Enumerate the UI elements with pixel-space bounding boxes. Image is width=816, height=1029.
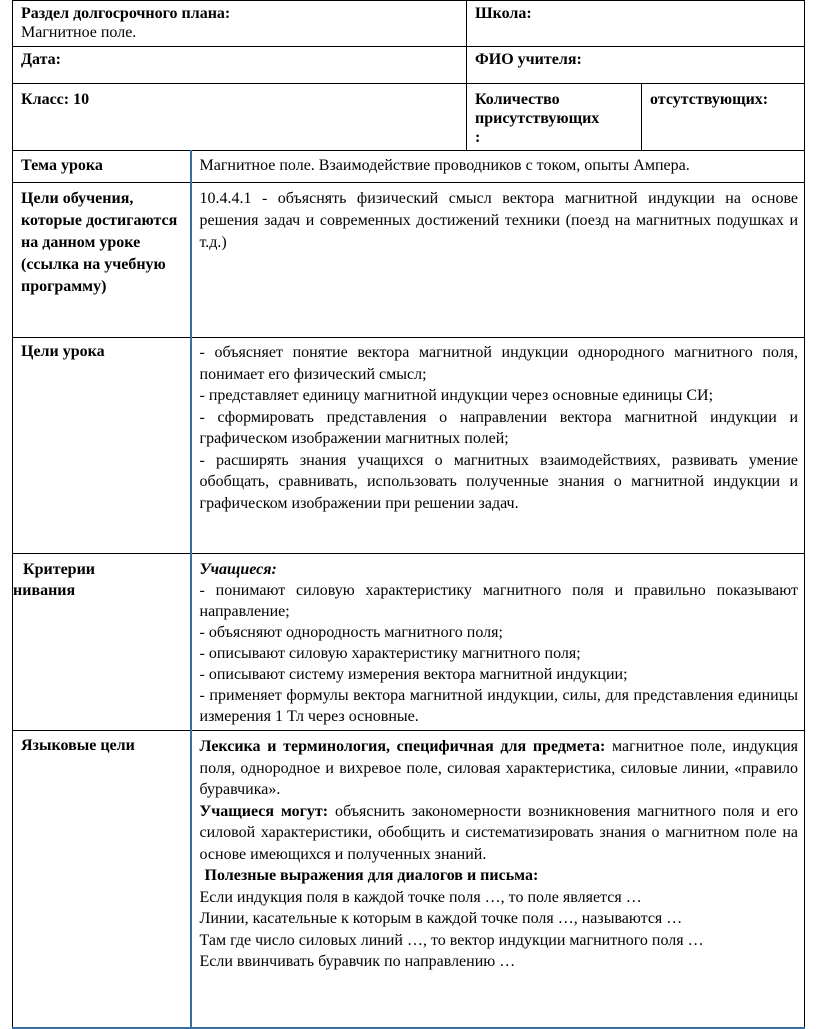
criteria-label-cell bbox=[13, 554, 191, 731]
learning-goals-label: Цели обучения, которые достигаются на данном уроке (ссылка на учебную программу) bbox=[21, 190, 178, 295]
lexicon-text: магнитное поле, индукция поля, однородное и вихревое поле, силовая характеристика, силовые линии, «правило буравчика». bbox=[199, 738, 799, 798]
class-label: Класс: 10 bbox=[21, 91, 90, 108]
criteria-label-line2: нивания bbox=[13, 582, 76, 599]
learning-goals-value-cell bbox=[191, 183, 805, 338]
lesson-goal-item: - представляет единицу магнитной индукции через основные единицы СИ; bbox=[199, 387, 714, 404]
phrase-item: Если индукция поля в каждой точке поля …, то поле является … bbox=[199, 888, 642, 906]
present-cell bbox=[467, 84, 642, 151]
learning-goals-value: 10.4.4.1 - объяснять физический смысл вектора магнитной индукции на основе решения задач и современных достижений техники (поезд на магнитных подушках и т.д.) bbox=[199, 190, 799, 251]
phrase-item: Линии, касательные к которым в каждой точке поля …, называются … bbox=[199, 910, 683, 927]
language-goals-row bbox=[13, 731, 805, 1028]
lesson-plan-page bbox=[12, 0, 804, 1022]
lesson-goal-item: - объясняет понятие вектора магнитной индукции однородного магнитного поля, понимает его физический смысл; bbox=[199, 344, 799, 383]
criteria-value-cell bbox=[191, 554, 805, 731]
criteria-heading: Учащиеся: bbox=[199, 561, 277, 578]
lesson-goals-label: Цели урока bbox=[21, 343, 105, 360]
present-label-line2: присутствующих bbox=[475, 110, 600, 127]
language-goals-label-cell bbox=[13, 731, 191, 1028]
can-text: объяснить закономерности возникновения магнитного поля и его силовой характеристики, обобщить и систематизировать знания о магнитном поле на основе имеющихся и полученных знаний. bbox=[199, 802, 799, 863]
lesson-goals-row bbox=[13, 338, 805, 554]
criteria-item: - применяет формулы вектора магнитной индукции, силы, для представления единицы измерения 1 Тл через основные. bbox=[199, 687, 799, 725]
phrases-heading: Полезные выражения для диалогов и письма: bbox=[204, 867, 539, 884]
learning-goals-row bbox=[13, 183, 805, 338]
learning-goals-label-cell bbox=[13, 183, 191, 338]
topic-label: Тема урока bbox=[21, 157, 103, 174]
absent-label: отсутствующих: bbox=[650, 91, 769, 108]
section-label: Раздел долгосрочного плана: bbox=[21, 5, 231, 22]
topic-label-cell bbox=[13, 151, 191, 183]
criteria-item: - объясняют однородность магнитного поля; bbox=[199, 624, 503, 641]
header-row-section bbox=[13, 1, 805, 47]
lesson-goals-value-cell bbox=[191, 338, 805, 554]
language-goals-value-cell bbox=[191, 731, 805, 1028]
phrase-item: Если ввинчивать буравчик по направлению … bbox=[199, 953, 516, 970]
teacher-cell bbox=[467, 47, 805, 84]
language-goals-label: Языковые цели bbox=[21, 737, 135, 754]
phrase-item: Там где число силовых линий …, то вектор индукции магнитного поля … bbox=[199, 931, 704, 949]
school-label: Школа: bbox=[475, 5, 532, 22]
criteria-row bbox=[13, 554, 805, 731]
lesson-goal-item: - сформировать представления о направлении вектора магнитной индукции и графическом изображении магнитных полей; bbox=[199, 408, 799, 447]
section-value: Магнитное поле. bbox=[21, 24, 137, 41]
section-cell bbox=[13, 1, 467, 47]
date-cell bbox=[13, 47, 467, 84]
lesson-goals-label-cell bbox=[13, 338, 191, 554]
lesson-goal-item: - расширять знания учащихся о магнитных взаимодействиях, развивать умение обобщать, сравнивать, использовать полученные знания о магнитной индукции и графическом изображении при решении задач. bbox=[199, 451, 799, 512]
school-cell bbox=[467, 1, 805, 47]
teacher-label: ФИО учителя: bbox=[475, 51, 582, 68]
lexicon-paragraph bbox=[200, 736, 799, 801]
topic-row bbox=[13, 151, 805, 183]
class-cell bbox=[13, 84, 467, 151]
header-row-date bbox=[13, 47, 805, 84]
header-row-class bbox=[13, 84, 805, 151]
criteria-item: - описывают силовую характеристику магнитного поля; bbox=[199, 645, 581, 662]
criteria-item: - описывают систему измерения вектора магнитной индукции; bbox=[199, 666, 628, 683]
date-label: Дата: bbox=[21, 51, 61, 68]
present-label-line3: : bbox=[475, 129, 481, 146]
can-heading: Учащиеся могут: bbox=[199, 802, 329, 820]
lexicon-heading: Лексика и терминология, специфичная для предмета: bbox=[199, 738, 606, 755]
absent-cell bbox=[642, 84, 805, 151]
topic-value: Магнитное поле. Взаимодействие проводников с током, опыты Ампера. bbox=[199, 157, 690, 174]
criteria-item: - понимают силовую характеристику магнитного поля и правильно показывают направление; bbox=[199, 582, 799, 620]
present-label-line1: Количество bbox=[475, 91, 560, 108]
topic-value-cell bbox=[191, 151, 805, 183]
criteria-label-line1: Критерии bbox=[23, 561, 96, 578]
lesson-plan-table bbox=[12, 0, 805, 1029]
can-paragraph bbox=[200, 801, 799, 866]
